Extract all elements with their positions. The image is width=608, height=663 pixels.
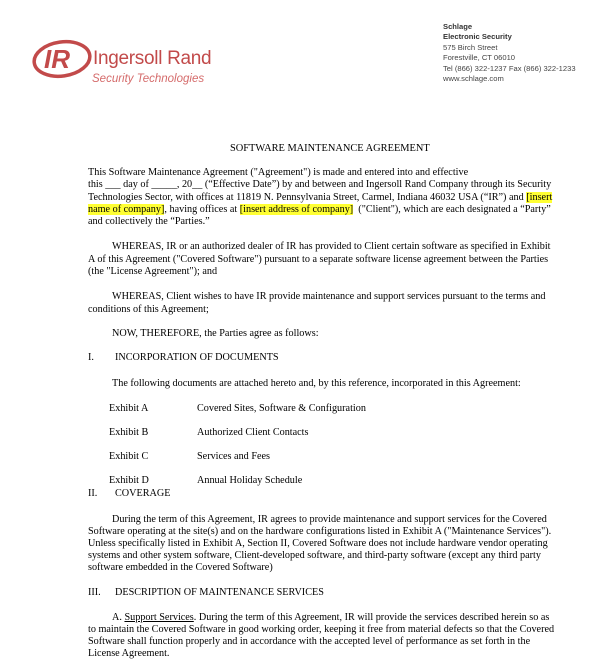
section3-line: Software shall function properly and in accordance with the accepted level of performance as set forth in the (88, 636, 531, 647)
brand-subtitle: Security Technologies (92, 73, 205, 85)
exhibit-label: Exhibit B (109, 427, 149, 438)
address-phone: Tel (866) 322-1237 Fax (866) 322-1233 (443, 63, 576, 73)
highlight-insert-address: [insert address of company] (239, 204, 354, 215)
section3-heading: DESCRIPTION OF MAINTENANCE SERVICES (115, 587, 324, 598)
exhibit-title: Authorized Client Contacts (197, 427, 309, 438)
section3-item-title: Support Services (124, 612, 194, 623)
section2-line: Software operating at the site(s) and on the hardware configurations listed in Exhibit A ("Maintenance Services"). (88, 526, 552, 537)
exhibit-title: Annual Holiday Schedule (197, 475, 303, 486)
whereas2-line-1: WHEREAS, Client wishes to have IR provide maintenance and support services pursuant to the terms and (112, 291, 546, 302)
exhibit-label: Exhibit D (109, 475, 149, 486)
exhibit-title: Services and Fees (197, 451, 270, 462)
whereas2-line-2: conditions of this Agreement; (88, 304, 209, 315)
document-title: SOFTWARE MAINTENANCE AGREEMENT (230, 143, 430, 154)
whereas1-line-3: (the "License Agreement"); and (88, 266, 218, 277)
exhibit-label: Exhibit C (109, 451, 149, 462)
section2-line: systems and other system software, Client-developed software, and third-party software (except any third party (88, 550, 541, 561)
section1-heading: INCORPORATION OF DOCUMENTS (115, 352, 279, 363)
highlight-insert-company-end: name of company] (88, 204, 165, 215)
intro-line-5: and collectively the “Parties.” (88, 216, 210, 227)
address-web: www.schlage.com (443, 74, 504, 84)
whereas1-line-2: A of this Agreement ("Covered Software") pursuant to a separate software license agreement between the Parties (88, 254, 549, 265)
intro-line-3-text: Technologies Sector, with offices at 11819 N. Pennsylvania Street, Carmel, Indiana 46032 USA (“IR”) and (88, 192, 524, 203)
address-city: Forestville, CT 06010 (443, 53, 516, 63)
section2-number: II. (88, 488, 98, 499)
company-logo (32, 38, 232, 92)
section2-line: software embedded in the Covered Software) (88, 562, 273, 573)
section3-item-prefix: A. (112, 612, 122, 623)
intro-line-4-end: ("Client"), which are each designated a “Party” (358, 204, 551, 215)
section3-line-1 (112, 612, 549, 625)
address-division: Electronic Security (443, 32, 512, 42)
address-company: Schlage (443, 22, 473, 31)
address-street: 575 Birch Street (443, 42, 498, 52)
address-block (443, 22, 576, 84)
intro-line-3 (88, 192, 552, 205)
logo-mark-text: IR (44, 44, 70, 74)
section3-line: License Agreement. (88, 648, 170, 659)
section1-text: The following documents are attached hereto and, by this reference, incorporated in this Agreement: (112, 378, 521, 389)
intro-line-4-mid: , having offices at (164, 204, 238, 215)
section2-line: During the term of this Agreement, IR agrees to provide maintenance and support services for the Covered (112, 514, 547, 525)
section2-heading: COVERAGE (115, 488, 171, 499)
intro-line-1: This Software Maintenance Agreement ("Agreement") is made and entered into and effective (88, 167, 469, 178)
exhibit-label: Exhibit A (109, 403, 149, 414)
highlight-insert-company-start: [insert (526, 192, 553, 203)
ir-swoosh-logo-icon (32, 38, 94, 80)
section3-line: to maintain the Covered Software in good working order, keeping it free from material defects so that the Covered (88, 624, 555, 635)
section2-line: Unless specifically listed in Exhibit A, Section II, Covered Software does not include hardware vendor operating (88, 538, 548, 549)
exhibit-title: Covered Sites, Software & Configuration (197, 403, 366, 414)
section3-line-1-rest: . During the term of this Agreement, IR will provide the services described herein so as (193, 612, 550, 623)
intro-line-4 (88, 204, 551, 217)
now-therefore: NOW, THEREFORE, the Parties agree as follows: (112, 328, 319, 339)
brand-name: Ingersoll Rand (93, 48, 212, 69)
section3-number: III. (88, 587, 101, 598)
whereas1-line-1: WHEREAS, IR or an authorized dealer of IR has provided to Client certain software as specified in Exhibit (112, 241, 551, 252)
section1-number: I. (88, 352, 94, 363)
intro-line-2: this ___ day of _____, 20__ (“Effective Date”) by and between and Ingersoll Rand Company through its Security (88, 179, 552, 190)
